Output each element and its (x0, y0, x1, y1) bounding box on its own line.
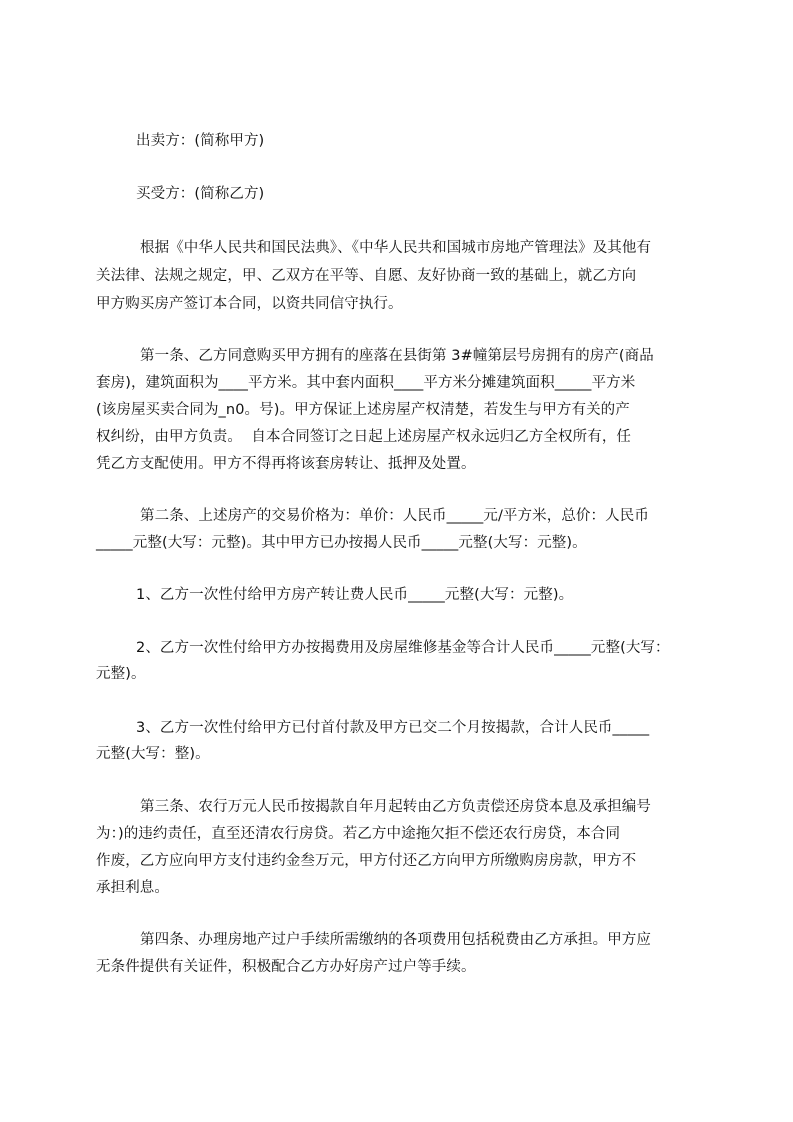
preamble-line-3: 甲方购买房产签订本合同，以资共同信守执行。 (96, 296, 403, 312)
seller-line: 出卖方：(简称甲方) (136, 133, 265, 149)
payment-item-2-line-2: 元整)。 (96, 666, 146, 682)
article-3-line-3: 作废，乙方应向甲方支付违约金叁万元，甲方付还乙方向甲方所缴购房房款，甲方不 (96, 853, 637, 869)
article-1-line-2: 套房)，建筑面积为____平方米。其中套内面积____平方米分摊建筑面积_____平方米 (96, 375, 636, 391)
article-1-line-3: (该房屋买卖合同为_n0。号)。甲方保证上述房屋产权清楚，若发生与甲方有关的产 (96, 402, 630, 418)
article-3-line-1: 第三条、农行万元人民币按揭款自年月起转由乙方负责偿还房贷本息及承担编号 (140, 799, 651, 815)
payment-item-3-line-1: 3、乙方一次性付给甲方已付首付款及甲方已交二个月按揭款，合计人民币_____ (136, 720, 650, 736)
preamble-line-2: 关法律、法规之规定，甲、乙双方在平等、自愿、友好协商一致的基础上，就乙方向 (96, 268, 637, 284)
buyer-line: 买受方：(简称乙方) (136, 186, 265, 202)
payment-item-3-line-2: 元整(大写：整)。 (96, 746, 210, 762)
article-4-line-1: 第四条、办理房地产过户手续所需缴纳的各项费用包括税费由乙方承担。甲方应 (140, 932, 651, 948)
article-1-line-5: 凭乙方支配使用。甲方不得再将该套房转让、抵押及处置。 (96, 456, 476, 472)
payment-item-1: 1、乙方一次性付给甲方房产转让费人民币_____元整(大写：元整)。 (136, 587, 574, 603)
article-3-line-4: 承担利息。 (96, 880, 169, 896)
article-2-line-1: 第二条、上述房产的交易价格为：单价：人民币_____元/平方米，总价：人民币 (140, 508, 649, 524)
article-1-line-1: 第一条、乙方同意购买甲方拥有的座落在县街第 3#幢第层号房拥有的房产(商品 (140, 348, 654, 364)
preamble-line-1: 根据《中华人民共和国民法典》、《中华人民共和国城市房地产管理法》及其他有 (140, 240, 652, 256)
article-2-line-2: _____元整(大写：元整)。其中甲方已办按揭人民币_____元整(大写：元整)。 (96, 535, 587, 551)
payment-item-2-line-1: 2、乙方一次性付给甲方办按揭费用及房屋维修基金等合计人民币_____元整(大写： (136, 640, 670, 656)
article-3-line-2: 为：)的违约责任，直至还清农行房贷。若乙方中途拖欠拒不偿还农行房贷，本合同 (96, 826, 621, 842)
article-4-line-2: 无条件提供有关证件，积极配合乙方办好房产过户等手续。 (96, 959, 476, 975)
article-1-line-4: 权纠纷，由甲方负责。 自本合同签订之日起上述房屋产权永远归乙方全权所有，任 (96, 429, 632, 445)
